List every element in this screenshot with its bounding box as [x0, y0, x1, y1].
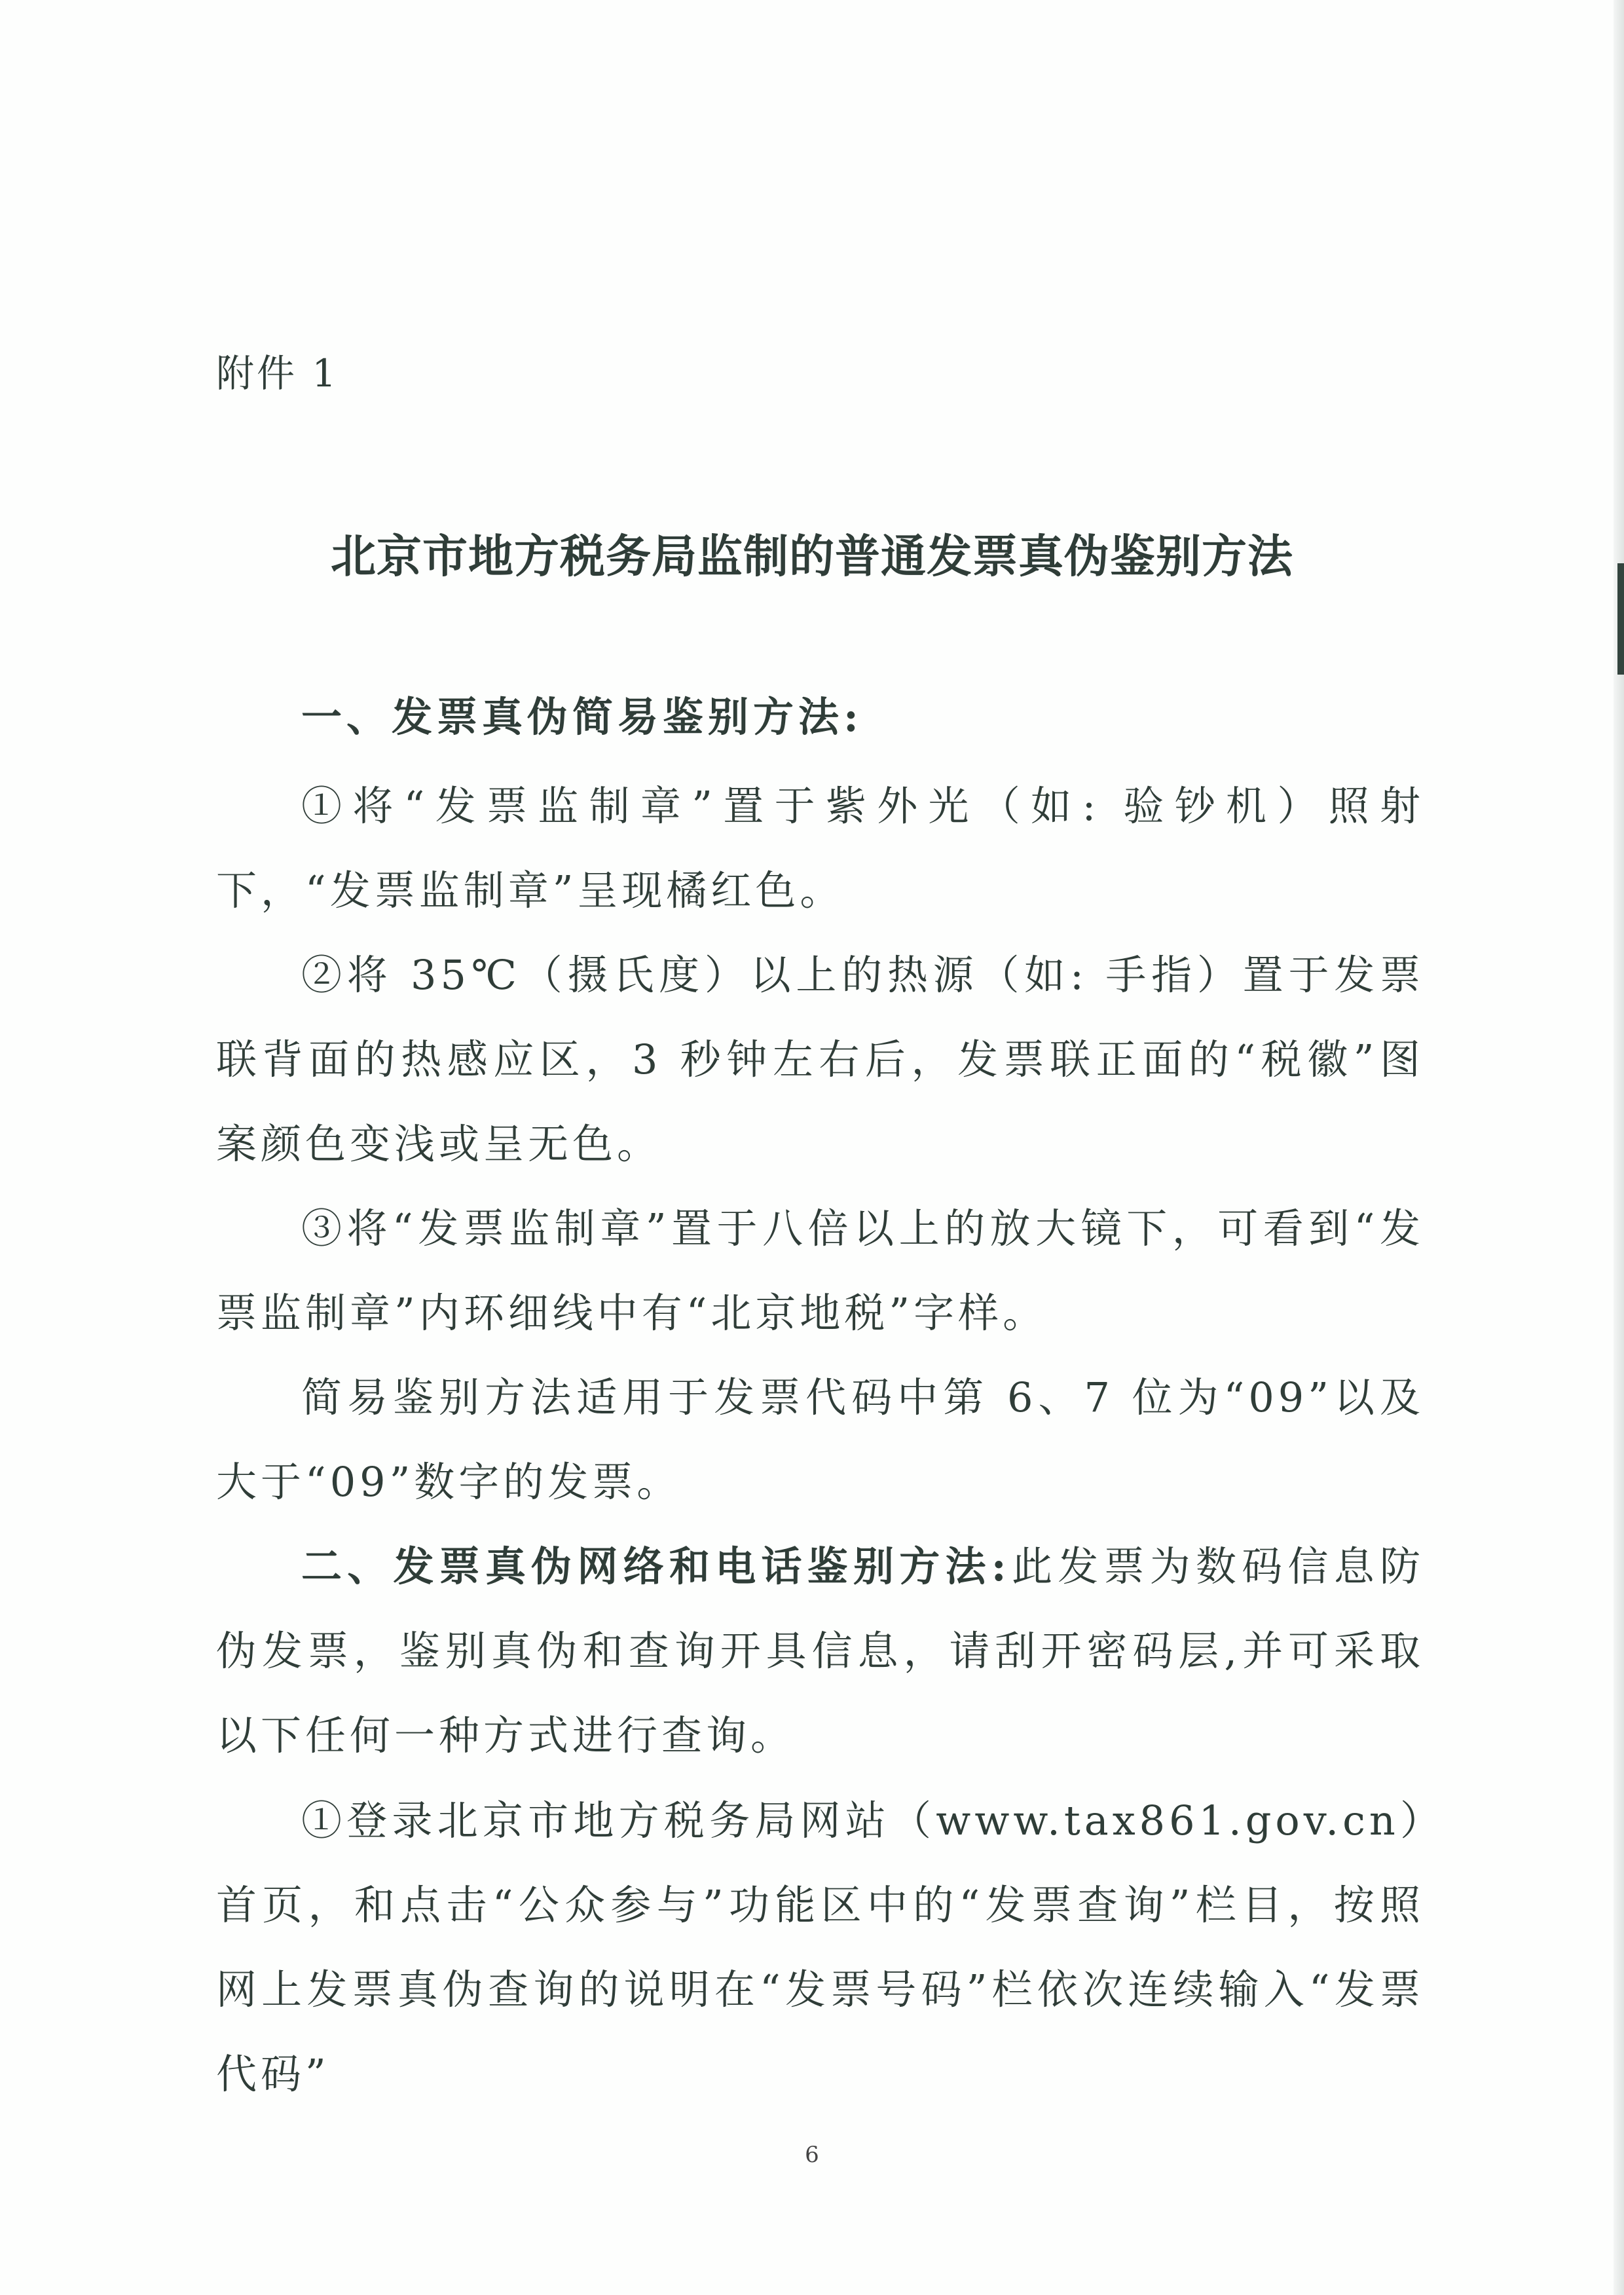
scan-edge-shadow — [1614, 0, 1624, 2295]
section-1-item-1: ①将“发票监制章”置于紫外光（如: 验钞机）照射下，“发票监制章”呈现橘红色。 — [216, 782, 1424, 914]
section-2-heading: 二、发票真伪网络和电话鉴别方法: — [301, 1542, 1010, 1590]
section-2-paragraph — [216, 1524, 1424, 1778]
document-title: 北京市地方税务局监制的普通发票真伪鉴别方法 — [331, 531, 1293, 583]
section-1-item-2: ②将 35℃（摄氏度）以上的热源（如: 手指）置于发票联背面的热感应区，3 秒钟左右后，发票联正面的“税徽”图案颜色变浅或呈无色。 — [216, 951, 1424, 1168]
section-2-item-1: ①登录北京市地方税务局网站（www.tax861.gov.cn）首页，和点击“公众参与”功能区中的“发票查询”栏目，按照网上发票真伪查询的说明在“发票号码”栏依次连续输入“发票代码” — [216, 1797, 1424, 2098]
section-1-note: 简易鉴别方法适用于发票代码中第 6、7 位为“09”以及大于“09”数字的发票。 — [216, 1373, 1424, 1506]
scan-edge-mark — [1617, 563, 1624, 675]
section-1-heading: 一、发票真伪简易鉴别方法: — [301, 693, 863, 741]
attachment-label: 附件 1 — [216, 351, 339, 396]
section-1-item-3: ③将“发票监制章”置于八倍以上的放大镜下，可看到“发票监制章”内环细线中有“北京地税”字样。 — [216, 1204, 1424, 1337]
section-2-intro: 此发票为数码信息防伪发票，鉴别真伪和查询开具信息，请刮开密码层,并可采取以下任何一种方式进行查询。 — [216, 1542, 1424, 1759]
page-number: 6 — [805, 2142, 819, 2168]
